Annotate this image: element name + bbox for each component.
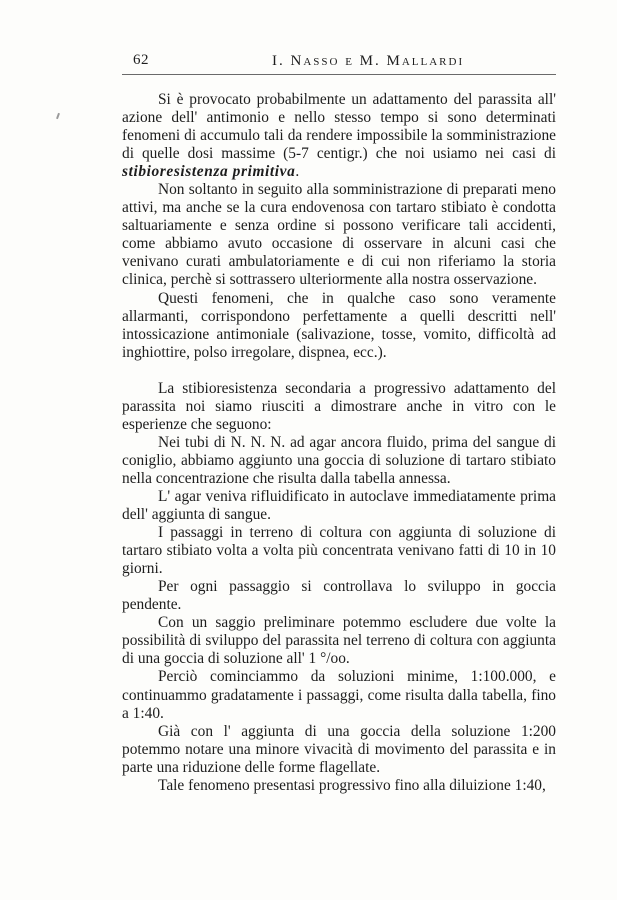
emphasized-term: stibioresistenza primitiva [122, 163, 296, 181]
paragraph-text: Si è provocato probabilmente un adattamento del parassita all' azione dell' antimonio e nello stesso tempo si sono determinati fenomeni di accumulo tali da rendere impossibile la somministrazione di quelle dosi massime (5-7 centigr.) che noi usiamo nei casi di [122, 91, 556, 163]
paragraph: I passaggi in terreno di coltura con aggiunta di soluzione di tartaro stibiato volta a volta più concentrata venivano fatti di 10 in 10 giorni. [122, 524, 556, 578]
body-text [122, 91, 556, 795]
paragraph-text-end: . [295, 163, 300, 181]
paragraph: La stibioresistenza secondaria a progressivo adattamento del parassita noi siamo riusciti a dimostrare anche in vitro con le esperienze che seguono: [122, 379, 556, 433]
running-head: I. Nasso e M. Mallardi [272, 53, 465, 69]
page-number: 62 [133, 52, 149, 68]
margin-mark [56, 113, 60, 119]
paragraph: Già con l' aggiunta di una goccia della soluzione 1:200 potemmo notare una minore vivacità di movimento del parassita e in parte una riduzione delle forme flagellate. [122, 722, 556, 776]
paragraph [122, 91, 556, 181]
paragraph: Con un saggio preliminare potemmo escludere due volte la possibilità di sviluppo del parassita nel terreno di coltura con aggiunta di una goccia di soluzione all' 1 °/oo. [122, 614, 556, 668]
paragraph: Per ogni passaggio si controllava lo sviluppo in goccia pendente. [122, 578, 556, 614]
paragraph: Tale fenomeno presentasi progressivo fino alla diluizione 1:40, [158, 776, 546, 794]
paragraph: Nei tubi di N. N. N. ad agar ancora fluido, prima del sangue di coniglio, abbiamo aggiunto una goccia di soluzione di tartaro stibiato nella concentrazione che risulta dalla tabella annessa. [122, 433, 556, 487]
paragraph: Questi fenomeni, che in qualche caso sono veramente allarmanti, corrispondono perfettamente a quelli descritti nell' intossicazione antimoniale (salivazione, tosse, vomito, difficoltà ad inghiottire, polso irregolare, dispnea, ecc.). [122, 289, 556, 361]
page-header [122, 50, 556, 75]
paragraph: Non soltanto in seguito alla somministrazione di preparati meno attivi, ma anche se la cura endovenosa con tartaro stibiato è condotta saltuariamente e senza ordine si possono verificare tali accidenti, come abbiamo avuto occasione di osservare in alcuni casi che venivano curati ambulatoriamente e di cui non riferiamo la storia clinica, perchè si sottrassero ulteriormente alla nostra osservazione. [122, 181, 556, 289]
paragraph: L' agar veniva rifluidificato in autoclave immediatamente prima dell' aggiunta di sangue. [122, 487, 556, 524]
paragraph: Perciò cominciammo da soluzioni minime, 1:100.000, e continuammo gradatamente i passaggi, come risulta dalla tabella, fino a 1:40. [122, 668, 556, 722]
